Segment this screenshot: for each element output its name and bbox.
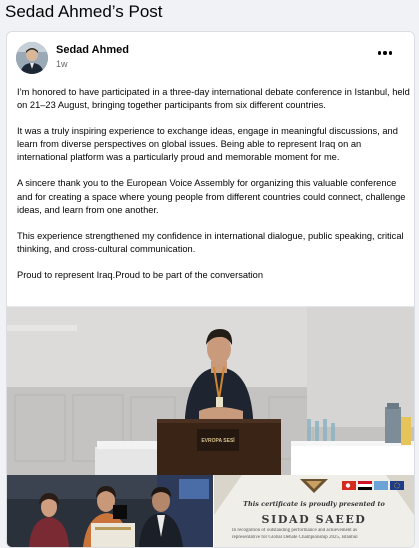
more-options-button[interactable] (371, 43, 399, 63)
avatar[interactable] (16, 42, 48, 74)
certificate-recipient-name: SIDAD SAEED (261, 513, 367, 526)
more-options-icon-dot (389, 51, 392, 54)
post-photo-row (7, 475, 414, 547)
speaker-at-podium-image (7, 307, 414, 475)
post-photo-group[interactable] (7, 475, 213, 547)
post-body (17, 86, 411, 295)
post-paragraph: It was a truly inspiring experience to exchange ideas, engage in meaningful discussions, and learn from diverse perspectives on global issues. Being able to represent Iraq on an international platform was a particularly proud and memorable moment for me. (17, 126, 398, 163)
certificate-description-line2: representative for Global Debate Championship 2025, Istanbul (232, 535, 358, 540)
podium-label: EVROPA SESİ (201, 438, 235, 444)
post-photo-main[interactable] (7, 306, 414, 475)
post-paragraph: Proud to represent Iraq.Proud to be part of the conversation (17, 269, 263, 280)
more-options-icon (378, 51, 381, 54)
post-paragraph: I’m honored to have participated in a three-day international debate conference in Istanbul, held on 21–23 August, bringing together participants from six different countries. (17, 87, 410, 111)
more-options-icon-dot (383, 51, 386, 54)
post-timestamp[interactable]: 1w (56, 59, 68, 69)
post-paragraph: This experience strengthened my confidence in international dialogue, public speaking, critical thinking, and cross-cultural communication. (17, 230, 404, 254)
author-name[interactable]: Sedad Ahmed (56, 44, 129, 56)
certificate-heading: This certificate is proudly presented to (243, 500, 385, 508)
group-photo-image (7, 475, 213, 547)
post-photo-certificate[interactable] (214, 475, 414, 547)
post-paragraph: A sincere thank you to the European Voice Assembly for organizing this valuable conference and for creating a space where young people from different countries could connect, challenge ideas, and learn from one another. (17, 178, 406, 215)
post-card (6, 31, 415, 548)
certificate-description: In recognition of outstanding performance and achievement as (232, 528, 358, 533)
page-title: Sedad Ahmed’s Post (5, 2, 163, 21)
avatar-photo (16, 42, 48, 74)
